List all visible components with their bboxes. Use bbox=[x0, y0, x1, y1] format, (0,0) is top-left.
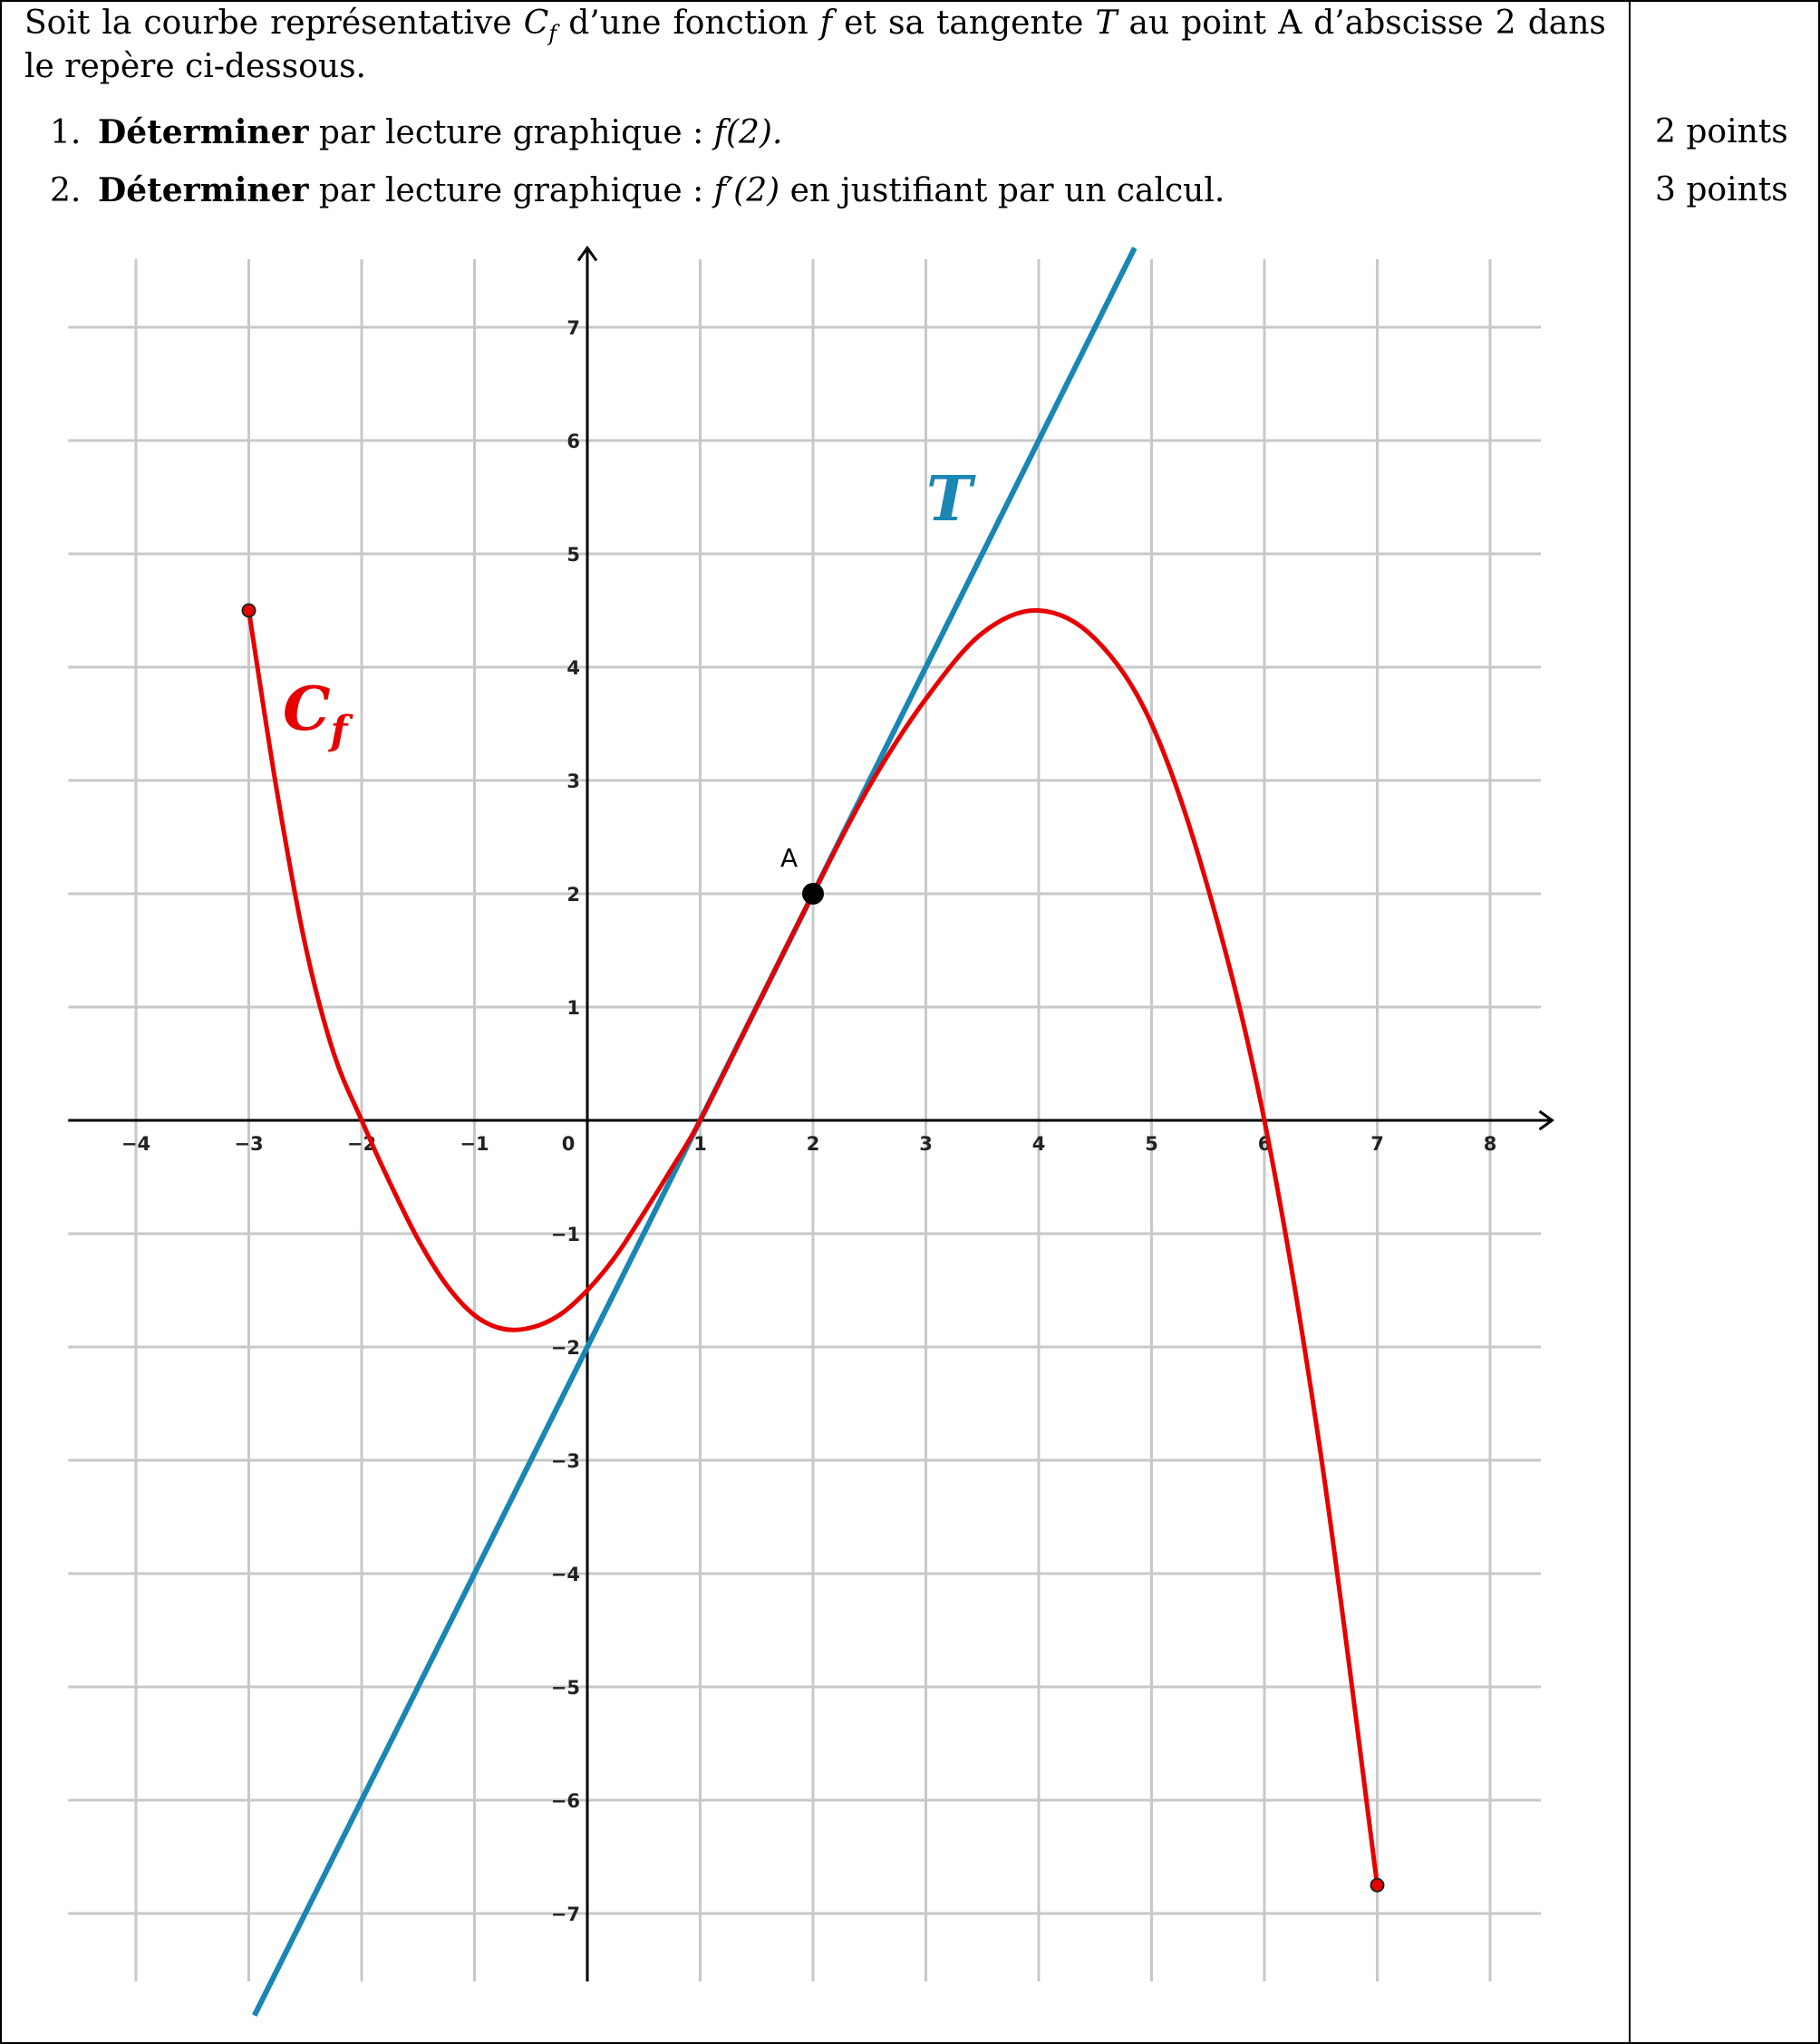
tangent-label: T bbox=[926, 463, 973, 536]
intro-word: la bbox=[102, 5, 132, 42]
intro-word: Soit bbox=[24, 5, 91, 42]
intro-word: fonction bbox=[673, 5, 808, 42]
y-tick-label: 2 bbox=[566, 884, 580, 906]
x-tick-label: −1 bbox=[460, 1133, 489, 1155]
x-tick-label: 7 bbox=[1370, 1133, 1384, 1155]
y-tick-label: 7 bbox=[566, 317, 580, 339]
intro-word: au bbox=[1128, 5, 1170, 42]
question-verb: Déterminer bbox=[98, 171, 309, 209]
question-rest: en justifiant par un calcul. bbox=[779, 172, 1225, 209]
intro-word: T bbox=[1095, 5, 1118, 42]
curve-label-main: C bbox=[283, 673, 331, 744]
points-question-1: 2 points bbox=[1655, 113, 1788, 150]
x-tick-label: −4 bbox=[121, 1133, 151, 1155]
curve-endpoint bbox=[1371, 1879, 1384, 1892]
axes bbox=[68, 248, 1552, 1982]
points-column-separator bbox=[1629, 0, 1631, 2044]
y-tick-label: −2 bbox=[550, 1337, 580, 1359]
intro-word: $C_f$ bbox=[523, 5, 557, 47]
y-tick-label: −6 bbox=[550, 1790, 580, 1812]
question-text: par lecture graphique : bbox=[308, 114, 714, 151]
y-tick-label: 1 bbox=[566, 997, 580, 1019]
y-tick-label: 6 bbox=[566, 431, 580, 452]
intro-word: point bbox=[1181, 5, 1267, 42]
x-tick-label: 3 bbox=[919, 1133, 933, 1155]
question-number: 2. bbox=[50, 172, 82, 209]
y-tick-label: −4 bbox=[550, 1564, 580, 1585]
x-tick-label: 5 bbox=[1145, 1133, 1158, 1155]
y-tick-label: 4 bbox=[566, 657, 580, 679]
y-tick-label: 3 bbox=[566, 770, 580, 792]
x-tick-label: 0 bbox=[561, 1133, 576, 1155]
x-tick-label: 1 bbox=[693, 1133, 707, 1155]
point-a-label: A bbox=[780, 843, 799, 873]
intro-word: dans bbox=[1527, 5, 1606, 42]
points-question-2: 3 points bbox=[1655, 171, 1788, 208]
curve-endpoint bbox=[243, 605, 256, 617]
x-tick-label: 2 bbox=[806, 1133, 820, 1155]
question-math: f(2). bbox=[713, 114, 783, 151]
y-tick-label: −3 bbox=[550, 1450, 580, 1472]
point-a bbox=[802, 883, 824, 905]
intro-word: f bbox=[819, 5, 833, 42]
intro-word: représentative bbox=[270, 5, 512, 42]
x-tick-label: −2 bbox=[346, 1133, 377, 1155]
y-tick-label: −1 bbox=[550, 1224, 580, 1245]
intro-word: d’une bbox=[568, 5, 662, 42]
intro-word: 2 bbox=[1495, 5, 1516, 42]
intro-word: d’abscisse bbox=[1313, 5, 1484, 42]
curve-label-sub: f bbox=[330, 708, 348, 754]
intro-word: sa bbox=[887, 5, 925, 42]
x-tick-label: 4 bbox=[1031, 1133, 1046, 1155]
intro-word: tangente bbox=[935, 5, 1084, 42]
question-number: 1. bbox=[50, 114, 82, 151]
question-text: par lecture graphique : bbox=[308, 172, 714, 209]
intro-word: A bbox=[1278, 5, 1302, 42]
y-tick-label: 5 bbox=[566, 544, 580, 566]
y-tick-label: −5 bbox=[550, 1677, 580, 1699]
x-tick-label: 6 bbox=[1257, 1133, 1272, 1155]
curve-label bbox=[283, 673, 354, 754]
intro-line-2: le repère ci-dessous. bbox=[24, 48, 366, 85]
y-tick-label: −7 bbox=[550, 1904, 580, 1925]
x-tick-label: −3 bbox=[234, 1133, 264, 1155]
intro-word: et bbox=[844, 5, 876, 42]
x-tick-label: 8 bbox=[1483, 1133, 1497, 1155]
question-verb: Déterminer bbox=[98, 113, 309, 151]
question-math: f′(2) bbox=[713, 172, 780, 209]
intro-word: courbe bbox=[143, 5, 259, 42]
